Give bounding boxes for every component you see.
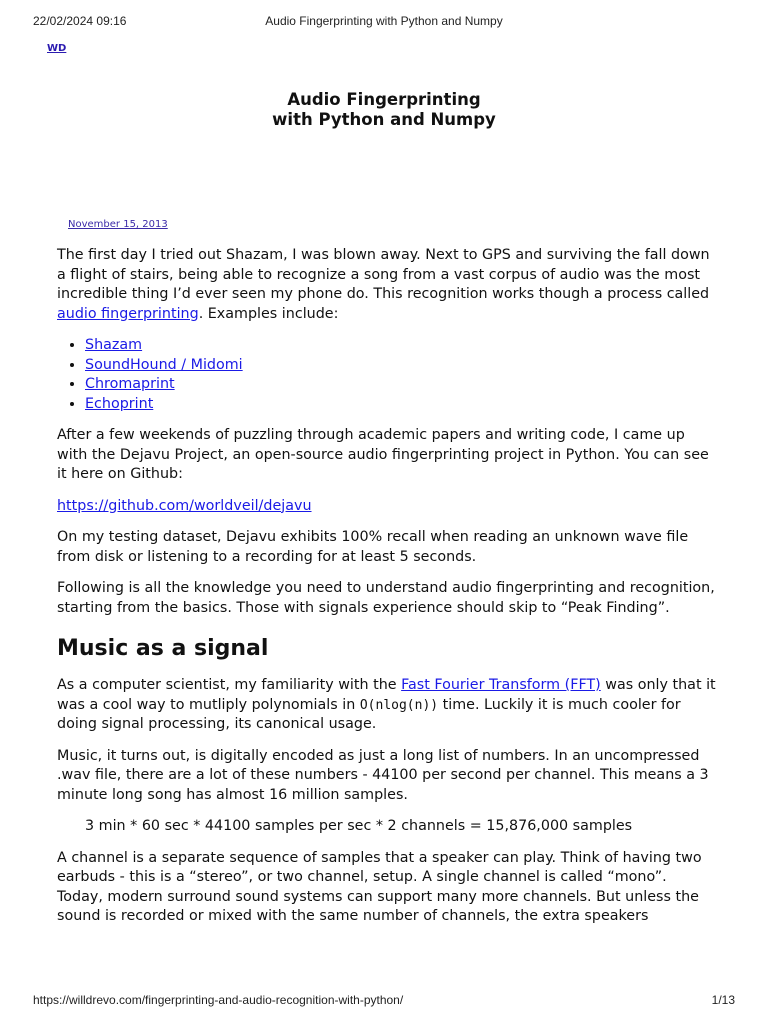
samples-formula: 3 min * 60 sec * 44100 samples per sec * 2 channels = 15,876,000 samples — [85, 818, 633, 834]
complexity-code: O(nlog(n)) — [359, 697, 439, 713]
list-item — [85, 395, 717, 415]
fft-text-c: time. Luckily it is much cooler for doing signal processing, its canonical usage. — [57, 696, 681, 732]
intro-text: The first day I tried out Shazam, I was blown away. Next to GPS and surviving the fall down a flight of stairs, being able to recognize a song from a vast corpus of audio was the most incredible thing I’d ever seen my phone do. This recognition works though a process called — [57, 247, 710, 302]
fft-paragraph — [57, 676, 717, 735]
echoprint-link[interactable]: Echoprint — [85, 395, 154, 412]
dejavu-paragraph: After a few weekends of puzzling through academic papers and writing code, I came up with the Dejavu Project, an open-source audio fingerprinting project in Python. You can see it here on Github: — [57, 427, 709, 482]
soundhound-link[interactable]: SoundHound / Midomi — [85, 356, 243, 373]
article-content — [57, 246, 717, 939]
section-heading-music-signal: Music as a signal — [57, 636, 269, 661]
knowledge-paragraph: Following is all the knowledge you need to understand audio fingerprinting and recognition, starting from the basics. Those with signals experience should skip to “Peak Finding”. — [57, 580, 715, 616]
list-item — [85, 375, 717, 395]
print-page-title: Audio Fingerprinting with Python and Numpy — [265, 14, 503, 28]
print-url: https://willdrevo.com/fingerprinting-and-audio-recognition-with-python/ — [33, 993, 404, 1007]
github-link[interactable]: https://github.com/worldveil/dejavu — [57, 497, 312, 514]
intro-text-end: . Examples include: — [198, 305, 339, 322]
post-title — [0, 90, 768, 130]
post-date-link[interactable]: November 15, 2013 — [68, 219, 168, 230]
github-paragraph — [57, 497, 717, 517]
shazam-link[interactable]: Shazam — [85, 337, 143, 353]
fft-text-a: As a computer scientist, my familiarity with the — [57, 677, 402, 693]
print-header — [0, 14, 768, 30]
chromaprint-link[interactable]: Chromaprint — [85, 376, 175, 392]
audio-fingerprinting-link[interactable]: audio fingerprinting — [57, 305, 199, 322]
post-title-line-2: with Python and Numpy — [272, 110, 496, 129]
print-page-number: 1/13 — [711, 993, 735, 1007]
examples-list — [57, 336, 717, 414]
samples-paragraph: Music, it turns out, is digitally encoded as just a long list of numbers. In an uncompressed .wav file, there are a lot of these numbers - 44100 per second per channel. This means a 3 minute long song has almost 16 million samples. — [57, 747, 709, 803]
print-datetime: 22/02/2024 09:16 — [33, 14, 127, 28]
list-item — [85, 356, 717, 376]
intro-paragraph — [57, 246, 717, 324]
print-footer — [0, 993, 768, 1009]
channel-paragraph: A channel is a separate sequence of samples that a speaker can play. Think of having two earbuds - this is a “stereo”, or two channel, setup. A single channel is called “mono”. Today, modern surround sound systems can support many more channels. But unless the sound is recorded or mixed with the same number of channels, the extra speakers — [57, 849, 702, 924]
fft-link[interactable]: Fast Fourier Transform (FFT) — [401, 677, 601, 693]
fft-text-b: was only that it was a cool way to mutliply polynomials in — [57, 677, 716, 713]
list-item — [85, 336, 717, 356]
site-logo-link[interactable]: WD — [47, 43, 67, 54]
recall-paragraph: On my testing dataset, Dejavu exhibits 100% recall when reading an unknown wave file from disk or listening to a recording for at least 5 seconds. — [57, 529, 689, 565]
post-title-line-1: Audio Fingerprinting — [287, 90, 481, 109]
